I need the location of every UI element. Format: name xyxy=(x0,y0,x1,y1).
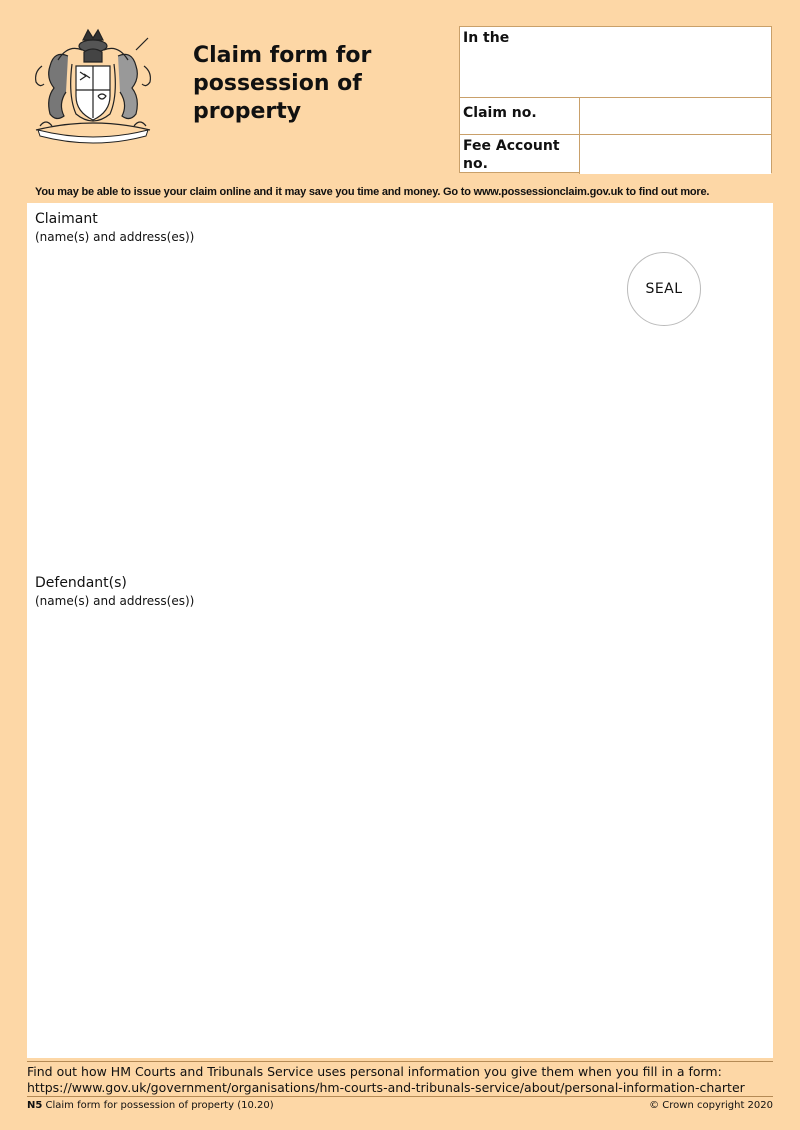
privacy-notice xyxy=(27,1064,787,1096)
claimant-label: Claimant xyxy=(35,211,98,227)
claim-no-label: Claim no. xyxy=(463,105,537,121)
form-reference xyxy=(27,1100,274,1111)
royal-coat-of-arms-icon xyxy=(28,26,158,144)
fee-account-field[interactable] xyxy=(579,135,771,174)
defendant-field[interactable] xyxy=(35,613,755,1043)
form-title: Claim form for possession of property xyxy=(193,43,372,124)
footer-divider xyxy=(27,1061,773,1062)
parties-panel xyxy=(27,203,773,1058)
claimant-field[interactable] xyxy=(35,249,595,559)
defendant-label: Defendant(s) xyxy=(35,575,127,591)
copyright-notice: © Crown copyright 2020 xyxy=(649,1100,773,1111)
fee-account-label: Fee Account no. xyxy=(463,138,560,172)
privacy-text: Find out how HM Courts and Tribunals Service uses personal information you give them when you fill in a form: xyxy=(27,1064,722,1079)
in-the-row xyxy=(460,27,771,98)
privacy-charter-link[interactable]: https://www.gov.uk/government/organisations/hm-courts-and-tribunals-service/about/personal-information-charter xyxy=(27,1080,745,1095)
seal-stamp: SEAL xyxy=(627,252,701,326)
claim-no-field[interactable] xyxy=(579,98,771,134)
fee-account-row xyxy=(460,135,771,174)
form-name: Claim form for possession of property (10.20) xyxy=(45,1100,274,1111)
online-claim-note: You may be able to issue your claim online and it may save you time and money. Go to www.possessionclaim.gov.uk to find out more. xyxy=(35,186,710,198)
in-the-field[interactable] xyxy=(520,29,767,95)
defendant-sublabel: (name(s) and address(es)) xyxy=(35,594,195,608)
claimant-sublabel: (name(s) and address(es)) xyxy=(35,230,195,244)
form-code: N5 xyxy=(27,1100,43,1111)
court-info-box xyxy=(459,26,772,173)
claim-no-row xyxy=(460,98,771,135)
footer-divider-bottom xyxy=(27,1096,773,1097)
in-the-label: In the xyxy=(463,30,510,46)
